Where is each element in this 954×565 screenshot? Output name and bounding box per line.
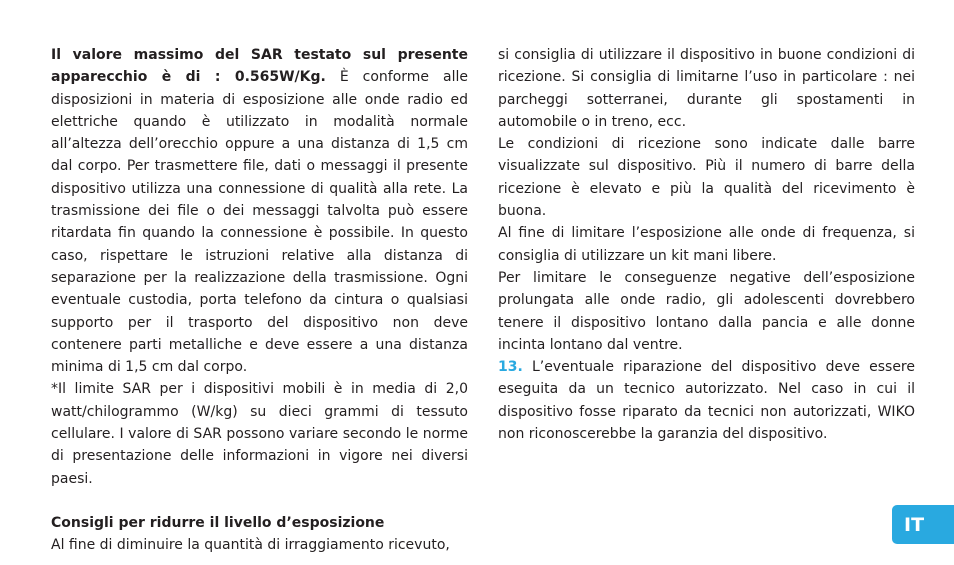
item-number: 13. xyxy=(498,359,523,376)
handsfree-paragraph: Al fine di limitare l’esposizione alle onde di frequenza, si consiglia di utilizzare un kit mani libere. xyxy=(498,225,915,264)
sar-paragraph-text: È conforme alle disposizioni in materia di esposizione alle onde radio ed elettriche quando è utilizzato in modalità normale all’altezza dell’orecchio oppure a una distanza di 1,5 cm dal corpo. Per trasmettere file, dati o messaggi il presente dispositivo utilizza una connessione di qualità alla rete. La trasmissione dei file o dei messaggi talvolta può essere ritardata fin quando la connessione è possibile. In questo caso, rispettare le istruzioni relative alla distanza di separazione per la realizzazione della trasmissione. Ogni eventuale custodia, porta telefono da cintura o qualsiasi supporto per il trasporto del dispositivo non deve contenere parti metalliche e deve essere a una distanza minima di 1,5 cm dal corpo. xyxy=(51,69,468,376)
reception-bars-paragraph: Le condizioni di ricezione sono indicate dalle barre visualizzate sul dispositivo. Più il numero di barre della ricezione è elevato e più la qualità del ricevimento è buona. xyxy=(498,136,915,220)
reception-paragraph: si consiglia di utilizzare il dispositivo in buone condizioni di ricezione. Si consiglia di limitarne l’uso in particolare : nei parcheggi sotterranei, durante gli spostamenti in automobile o in treno, ecc. xyxy=(498,47,915,130)
adolescents-paragraph: Per limitare le conseguenze negative dell’esposizione prolungata alle onde radio, gli adolescenti dovrebbero tenere il dispositivo lontano dalla pancia e alle donne incinta lontano dal ventre. xyxy=(498,269,915,353)
sar-paragraph xyxy=(51,44,468,378)
repair-paragraph xyxy=(498,356,915,445)
sar-value-bold: Il valore massimo del SAR testato sul presente apparecchio è di : 0.565W/Kg. xyxy=(51,47,468,86)
section-heading: Consigli per ridurre il livello d’esposizione xyxy=(51,514,385,531)
sar-limit-paragraph: *Il limite SAR per i dispositivi mobili è in media di 2,0 watt/chilogrammo (W/kg) su dieci grammi di tessuto cellulare. I valore di SAR possono variare secondo le norme di presentazione delle informazioni in vigore nei diversi paesi. xyxy=(51,381,468,487)
advice-paragraph-start: Al fine di diminuire la quantità di irraggiamento ricevuto, xyxy=(51,537,450,554)
language-tab: IT xyxy=(892,505,954,544)
right-column xyxy=(498,44,915,445)
repair-text: L’eventuale riparazione del dispositivo deve essere eseguita da un tecnico autorizzato. Nel caso in cui il dispositivo fosse riparato da tecnici non autorizzati, WIKO non riconoscerebbe la garanzia del dispositivo. xyxy=(498,359,915,443)
left-column xyxy=(51,44,468,557)
